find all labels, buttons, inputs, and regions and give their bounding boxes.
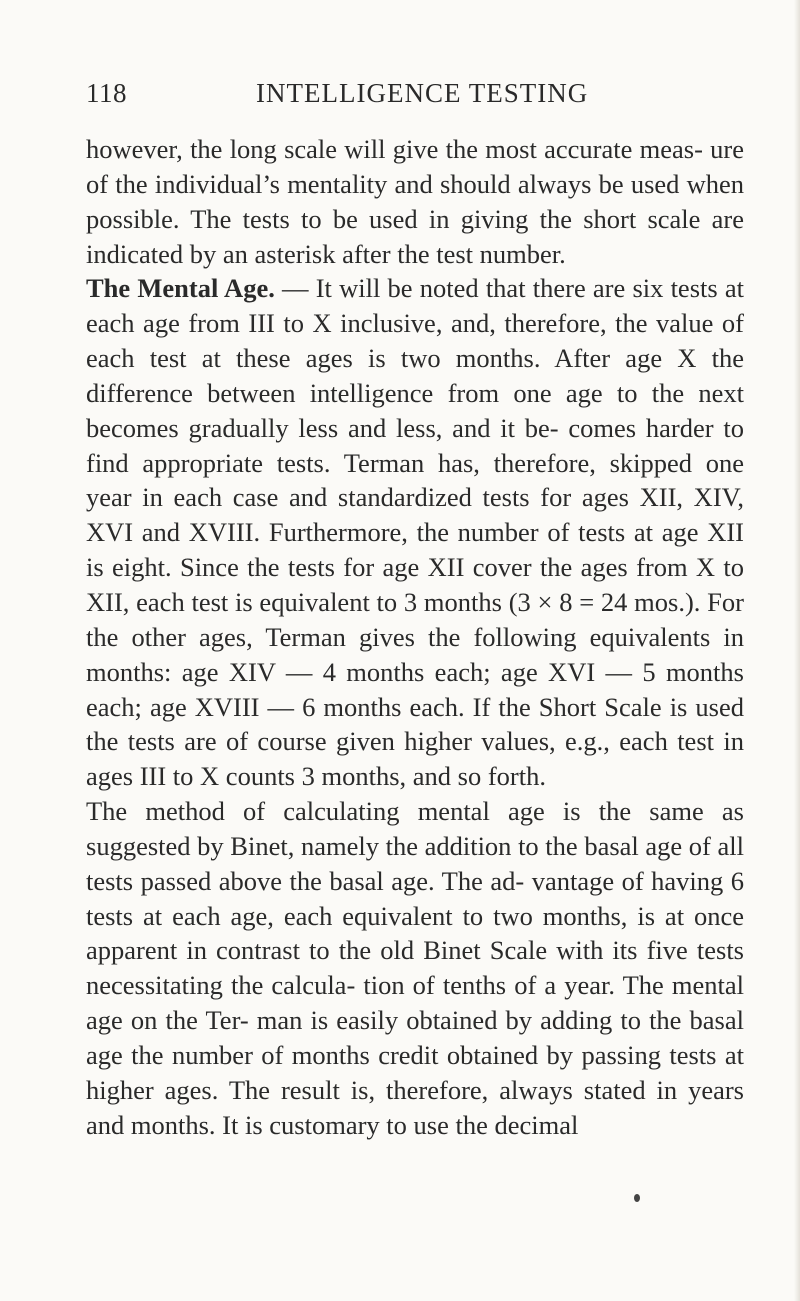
section-heading-mental-age: The Mental Age. — [86, 273, 275, 304]
paragraph-3 — [86, 794, 744, 1142]
paragraph-3-text: The method of calculating mental age is the same as suggested by Binet, namely the addition to the basal age of all tests passed above the basal age. The ad- vantage of having 6 tests at each age, each equivalent to two months, is at once apparent in contrast to the old Binet Scale with its five tests necessitating the calcula- tion of tenths of a year. The mental age on the Ter- man is easily obtained by adding to the basal age the number of months credit obtained by passing tests at higher ages. The result is, therefore, always stated in years and months. It is customary to use the decimal — [86, 796, 744, 1140]
running-head — [86, 78, 742, 118]
paragraph-2-text: — It will be noted that there are six tests at each age from III to X inclusive, and, therefore, the value of each test at these ages is two months. After age X the difference between intelligence from one age to the next becomes gradually less and less, and it be- comes harder to find appropriate tests. Terman has, therefore, skipped one year in each case and standardized tests for ages XII, XIV, XVI and XVIII. Furthermore, the number of tests at age XII is eight. Since the tests for age XII cover the ages from X to XII, each test is equivalent to 3 months (3 × 8 = 24 mos.). For the other ages, Terman gives the following equivalents in months: age XIV — 4 months each; age XVI — 5 months each; age XVIII — 6 months each. If the Short Scale is used the tests are of course given higher values, e.g., each test in ages III to X counts 3 months, and so forth. — [86, 273, 745, 792]
paragraph-1-text: however, the long scale will give the most accurate meas- ure of the individual’s mentality and should always be used when possible. The tests to be used in giving the short scale are indicated by an asterisk after the test number. — [86, 134, 744, 269]
running-title: INTELLIGENCE TESTING — [256, 78, 589, 108]
page-number: 118 — [86, 78, 127, 108]
body-text — [86, 132, 744, 1142]
page-edge-shadow — [794, 0, 800, 1301]
paragraph-1 — [86, 132, 744, 271]
paragraph-2 — [86, 271, 744, 794]
ink-speck — [634, 1194, 640, 1202]
